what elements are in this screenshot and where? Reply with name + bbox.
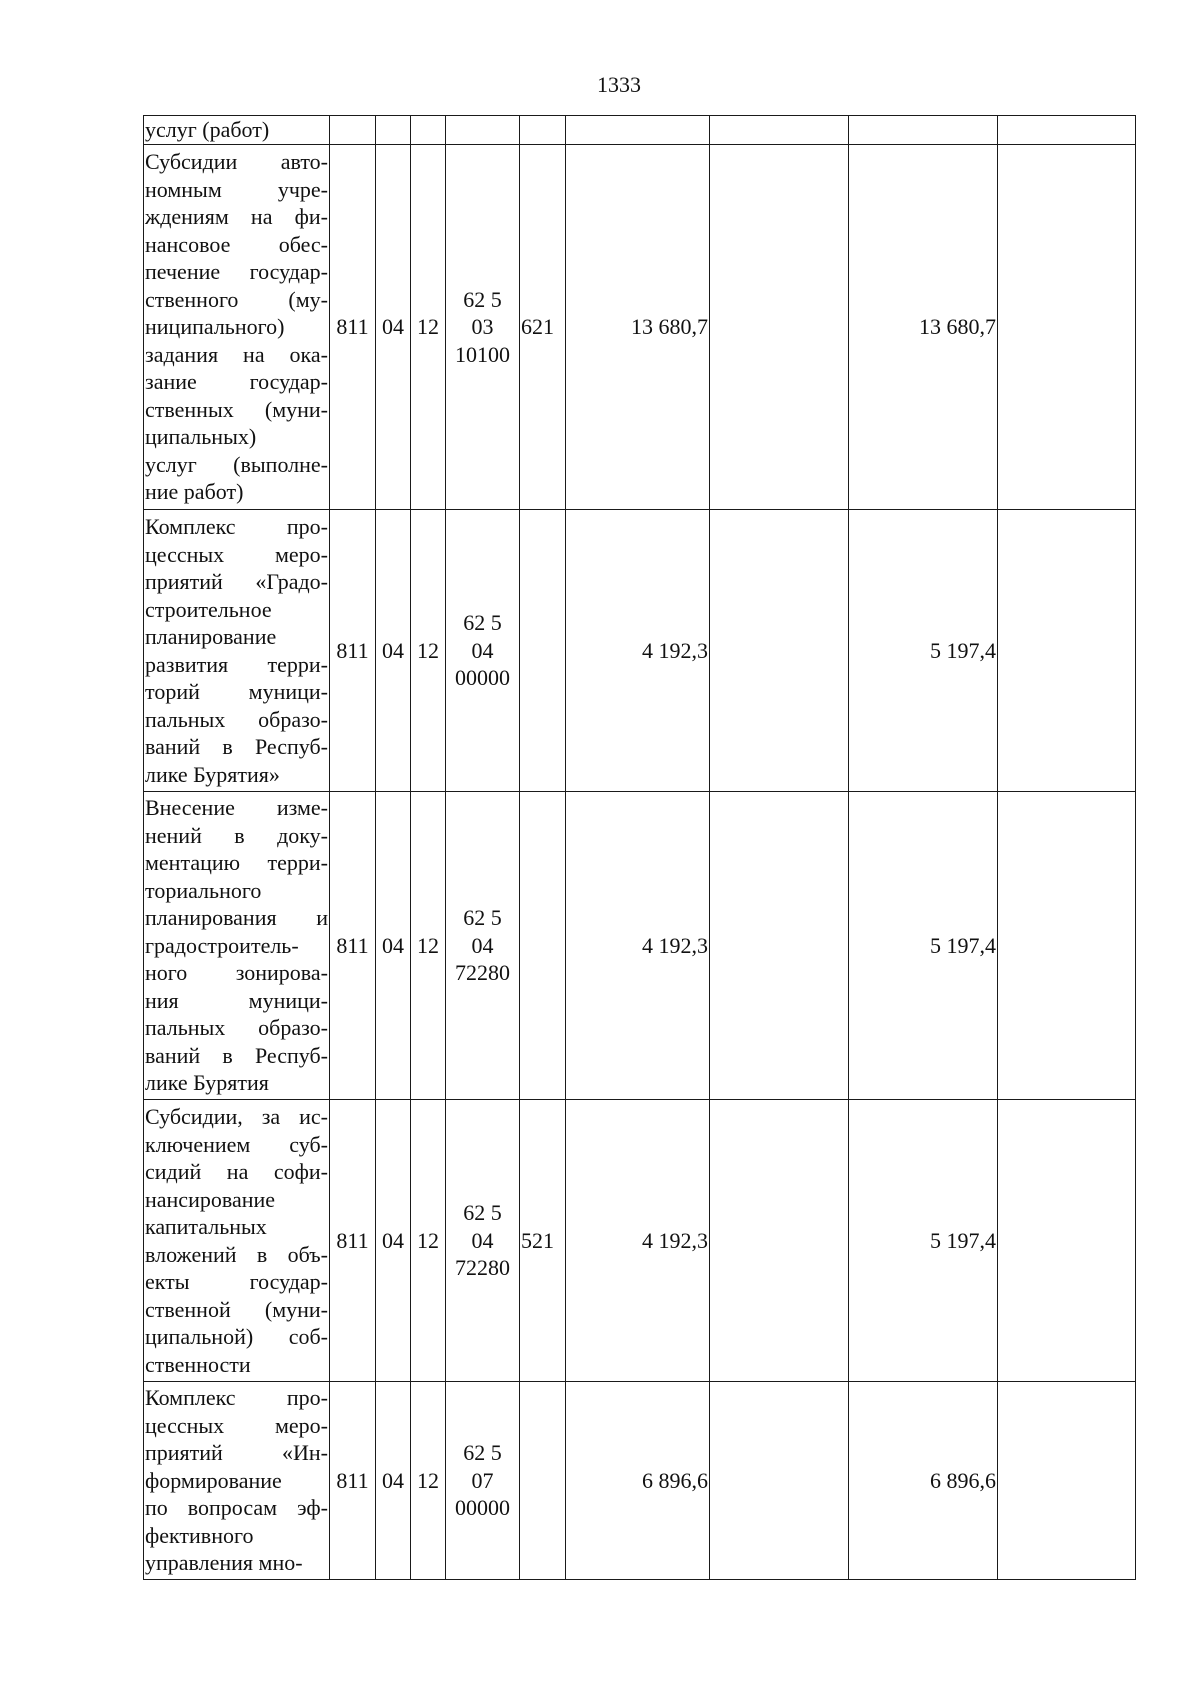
- expense-name-line: ственных (муни-: [145, 396, 328, 422]
- amount-cell-1: [566, 116, 710, 145]
- expense-name-line: ственного (му-: [145, 286, 328, 312]
- table-row: [144, 1100, 1136, 1382]
- expense-name-cell: [144, 145, 330, 510]
- target-article-cell: [446, 145, 520, 510]
- expense-name-line: зание государ-: [145, 369, 328, 395]
- expense-name-line: нений в доку-: [145, 822, 328, 848]
- amount-cell-1: 4 192,3: [566, 792, 710, 1100]
- expense-name-cell: [144, 1100, 330, 1382]
- expense-name-line: ключением суб-: [145, 1131, 328, 1157]
- target-article-cell: [446, 1100, 520, 1382]
- target-article-part: 00000: [455, 665, 510, 691]
- target-article-part: 04: [471, 1227, 494, 1253]
- expense-name-line: услуг (выполне-: [145, 451, 328, 477]
- amount-cell-2: [710, 1100, 849, 1382]
- target-article-part: 62 5: [463, 286, 502, 312]
- target-article-part: 72280: [455, 960, 510, 986]
- budget-table: [143, 115, 1136, 1580]
- amount-cell-3: [849, 116, 998, 145]
- subsection-code-cell: [411, 116, 446, 145]
- expense-name-line: фективного: [145, 1522, 254, 1548]
- grbs-code-cell: 811: [330, 145, 376, 510]
- subsection-code-cell: 12: [411, 145, 446, 510]
- amount-cell-3: 5 197,4: [849, 1100, 998, 1382]
- amount-cell-3: 5 197,4: [849, 792, 998, 1100]
- expense-name-line: ваний в Респуб-: [145, 1042, 328, 1068]
- table-row: [144, 116, 1136, 145]
- expense-name-line: лике Бурятия: [145, 1070, 269, 1096]
- target-article-cell: [446, 1382, 520, 1580]
- expense-name-line: ваний в Респуб-: [145, 734, 328, 759]
- expense-name-line: лике Бурятия»: [145, 761, 280, 787]
- expense-name-line: Комплекс про-: [145, 514, 328, 539]
- expense-name-cell: [144, 792, 330, 1100]
- table-row: [144, 792, 1136, 1100]
- expense-name-line: приятий «Ин-: [145, 1440, 328, 1466]
- expense-name-cell: [144, 510, 330, 792]
- expense-name-line: ториального: [145, 877, 262, 903]
- amount-cell-3: 5 197,4: [849, 510, 998, 792]
- amount-cell-2: [710, 792, 849, 1100]
- target-article-part: 62 5: [463, 905, 502, 931]
- expense-name-line: ственности: [145, 1351, 251, 1377]
- expense-name-line: екты государ-: [145, 1269, 328, 1294]
- target-article-part: 03: [471, 314, 494, 340]
- amount-cell-4: [998, 1100, 1136, 1382]
- amount-cell-3: 6 896,6: [849, 1382, 998, 1580]
- amount-cell-4: [998, 510, 1136, 792]
- section-code-cell: 04: [376, 145, 411, 510]
- expense-type-cell: [520, 116, 566, 145]
- expense-name-line: ниципального): [145, 314, 285, 340]
- amount-cell-2: [710, 145, 849, 510]
- subsection-code-cell: 12: [411, 792, 446, 1100]
- expense-type-cell: 621: [520, 145, 566, 510]
- grbs-code-cell: 811: [330, 792, 376, 1100]
- expense-type-cell: 521: [520, 1100, 566, 1382]
- expense-name-line: управления мно-: [145, 1550, 303, 1576]
- amount-cell-4: [998, 792, 1136, 1100]
- subsection-code-cell: 12: [411, 1382, 446, 1580]
- target-article-part: 04: [471, 932, 494, 958]
- section-code-cell: [376, 116, 411, 145]
- expense-name-line: Внесение изме-: [145, 795, 328, 821]
- expense-name-line: по вопросам эф-: [145, 1495, 328, 1521]
- target-article-cell: [446, 792, 520, 1100]
- expense-name-line: торий муници-: [145, 679, 328, 704]
- section-code-cell: 04: [376, 1100, 411, 1382]
- expense-name-line: Субсидии, за ис-: [145, 1104, 328, 1129]
- expense-name-line: ментацию терри-: [145, 850, 328, 876]
- section-code-cell: 04: [376, 792, 411, 1100]
- expense-name-line: нансирование: [145, 1186, 276, 1212]
- amount-cell-2: [710, 510, 849, 792]
- expense-name-line: формирование: [145, 1467, 282, 1493]
- amount-cell-3: 13 680,7: [849, 145, 998, 510]
- expense-name-line: ного зонирова-: [145, 960, 328, 986]
- expense-name-line: услуг (работ): [145, 117, 270, 143]
- grbs-code-cell: 811: [330, 510, 376, 792]
- target-article-part: 62 5: [463, 610, 502, 636]
- target-article-cell: [446, 116, 520, 145]
- target-article-part: 62 5: [463, 1200, 502, 1226]
- table-row: [144, 1382, 1136, 1580]
- expense-name-line: номным учре-: [145, 176, 328, 202]
- amount-cell-4: [998, 116, 1136, 145]
- target-article-part: 10100: [455, 341, 510, 367]
- expense-name-line: печение государ-: [145, 259, 328, 285]
- expense-name-line: планирования и: [145, 905, 328, 931]
- amount-cell-4: [998, 145, 1136, 510]
- expense-name-cell: [144, 116, 330, 145]
- expense-name-line: ципальных): [145, 424, 257, 450]
- expense-name-line: пальных образо-: [145, 706, 328, 732]
- expense-name-line: нансовое обес-: [145, 231, 328, 257]
- expense-name-line: сидий на софи-: [145, 1159, 328, 1184]
- subsection-code-cell: 12: [411, 1100, 446, 1382]
- expense-name-line: ждениям на фи-: [145, 204, 328, 230]
- amount-cell-2: [710, 1382, 849, 1580]
- target-article-part: 00000: [455, 1495, 510, 1521]
- grbs-code-cell: 811: [330, 1382, 376, 1580]
- table-row: [144, 510, 1136, 792]
- section-code-cell: 04: [376, 510, 411, 792]
- target-article-part: 72280: [455, 1255, 510, 1281]
- expense-name-line: развития терри-: [145, 651, 328, 677]
- expense-name-line: строительное: [145, 596, 272, 622]
- subsection-code-cell: 12: [411, 510, 446, 792]
- amount-cell-4: [998, 1382, 1136, 1580]
- expense-name-line: градостроитель-: [145, 932, 299, 958]
- target-article-part: 62 5: [463, 1440, 502, 1466]
- expense-name-line: цессных меро-: [145, 1412, 328, 1438]
- expense-name-line: Комплекс про-: [145, 1385, 328, 1411]
- expense-name-line: капитальных: [145, 1214, 267, 1239]
- expense-name-line: цессных меро-: [145, 541, 328, 567]
- expense-name-line: приятий «Градо-: [145, 569, 328, 594]
- expense-type-cell: [520, 1382, 566, 1580]
- amount-cell-1: 6 896,6: [566, 1382, 710, 1580]
- amount-cell-1: 4 192,3: [566, 510, 710, 792]
- amount-cell-1: 4 192,3: [566, 1100, 710, 1382]
- section-code-cell: 04: [376, 1382, 411, 1580]
- grbs-code-cell: 811: [330, 1100, 376, 1382]
- grbs-code-cell: [330, 116, 376, 145]
- page-number: 1333: [597, 72, 641, 97]
- expense-type-cell: [520, 510, 566, 792]
- expense-name-line: ния муници-: [145, 987, 328, 1013]
- expense-name-cell: [144, 1382, 330, 1580]
- expense-name-line: вложений в объ-: [145, 1241, 328, 1267]
- target-article-part: 04: [471, 637, 494, 663]
- expense-name-line: ципальной) соб-: [145, 1324, 328, 1349]
- expense-name-line: пальных образо-: [145, 1015, 328, 1041]
- expense-name-line: ственной (муни-: [145, 1296, 328, 1322]
- expense-name-line: задания на ока-: [145, 341, 328, 367]
- expense-name-line: ние работ): [145, 479, 244, 505]
- expense-type-cell: [520, 792, 566, 1100]
- table-body: [144, 116, 1136, 1580]
- table-row: [144, 145, 1136, 510]
- expense-name-line: Субсидии авто-: [145, 149, 328, 175]
- amount-cell-2: [710, 116, 849, 145]
- amount-cell-1: 13 680,7: [566, 145, 710, 510]
- target-article-cell: [446, 510, 520, 792]
- expense-name-line: планирование: [145, 624, 277, 649]
- target-article-part: 07: [471, 1467, 494, 1493]
